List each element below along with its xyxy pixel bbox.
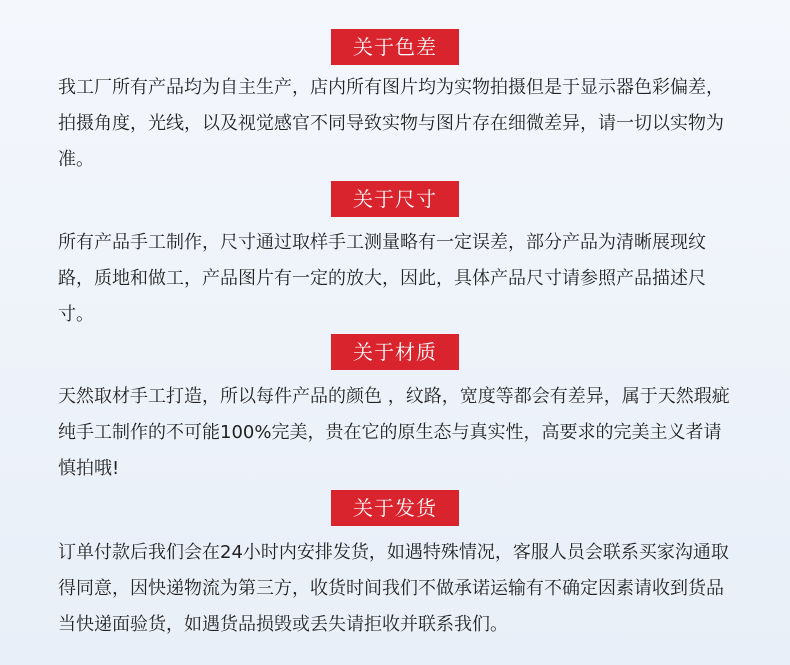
section-text-shipping: 订单付款后我们会在24小时内安排发货，如遇特殊情况，客服人员会联系买家沟通取得同意，因快递物流为第三方，收货时间我们不做承诺运输有不确定因素请收到货品当快递面验货，如遇货品损毁或丢失请拒收并联系我们。 xyxy=(58,542,729,635)
section-text-material: 天然取材手工打造，所以每件产品的颜色 ，纹路，宽度等都会有差异，属于天然瑕疵纯手工制作的不可能100%完美，贵在它的原生态与真实性，高要求的完美主义者请慎拍哦! xyxy=(58,386,730,479)
section-title-size: 关于尺寸 xyxy=(331,181,459,217)
section-title-material: 关于材质 xyxy=(331,334,459,370)
section-title-color-difference: 关于色差 xyxy=(331,29,459,65)
section-title-shipping: 关于发货 xyxy=(331,490,459,526)
section-text-color-difference: 我工厂所有产品均为自主生产，店内所有图片均为实物拍摄但是于显示器色彩偏差，拍摄角度，光线，以及视觉感官不同导致实物与图片存在细微差异，请一切以实物为准。 xyxy=(58,77,724,170)
section-material-header xyxy=(0,334,790,370)
section-color-difference-header xyxy=(0,29,790,65)
section-size-header xyxy=(0,181,790,217)
section-text-size: 所有产品手工制作，尺寸通过取样手工测量略有一定误差，部分产品为清晰展现纹路，质地和做工，产品图片有一定的放大，因此，具体产品尺寸请参照产品描述尺寸。 xyxy=(58,232,706,325)
section-shipping-header xyxy=(0,490,790,526)
